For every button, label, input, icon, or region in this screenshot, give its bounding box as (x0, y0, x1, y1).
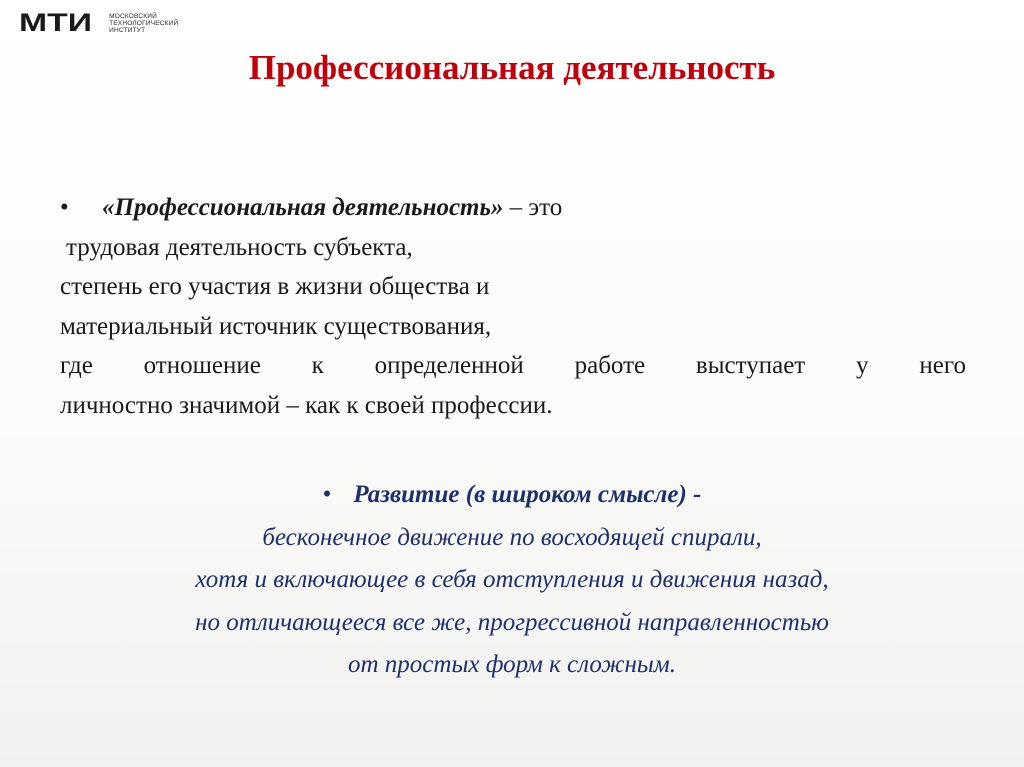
definition-first-line (60, 188, 966, 228)
slide-title: Профессиональная деятельность (248, 48, 776, 87)
institute-logo (19, 11, 178, 35)
definition-line-4 (60, 346, 966, 386)
logo-caption-line-2: ТЕХНОЛОГИЧЕСКИЙ (109, 19, 179, 27)
definition-professional-activity (60, 188, 966, 425)
definition-word: к (311, 352, 324, 379)
development-line-2: хотя и включающее в себя отступления и движения назад, (195, 566, 829, 593)
development-term: Развитие (в широком смысле) - (353, 481, 702, 508)
definition-term: «Профессиональная деятельность» (102, 194, 504, 221)
definition-line-1: трудовая деятельность субъекта, (66, 233, 413, 261)
definition-development (0, 474, 1024, 687)
bullet-icon: • (322, 481, 332, 508)
definition-word: него (919, 352, 966, 379)
logo-mark: МТИ (19, 9, 93, 37)
definition-word: выступает (695, 352, 806, 379)
definition-word: у (856, 352, 869, 379)
development-line-3: но отличающееся все же, прогрессивной направленностью (195, 608, 829, 636)
bullet-icon: • (60, 194, 69, 221)
definition-line-5: личностно значимой – как к своей профессии. (60, 391, 553, 419)
definition-word: отношение (143, 352, 261, 379)
definition-word: определенной (374, 352, 524, 379)
logo-caption-line-1: МОСКОВСКИЙ (109, 12, 157, 20)
definition-word: где (60, 352, 93, 379)
logo-caption-line-3: ИНСТИТУТ (109, 26, 146, 34)
definition-line-3: материальный источник существования, (60, 312, 492, 340)
logo-caption (109, 13, 178, 34)
development-line-1: бесконечное движение по восходящей спирали, (262, 523, 762, 551)
definition-line-2: степень его участия в жизни общества и (60, 273, 490, 300)
development-heading (0, 474, 1024, 517)
development-line-4: от простых форм к сложным. (347, 651, 677, 678)
definition-connector: – это (503, 194, 563, 221)
definition-word: работе (574, 352, 646, 379)
